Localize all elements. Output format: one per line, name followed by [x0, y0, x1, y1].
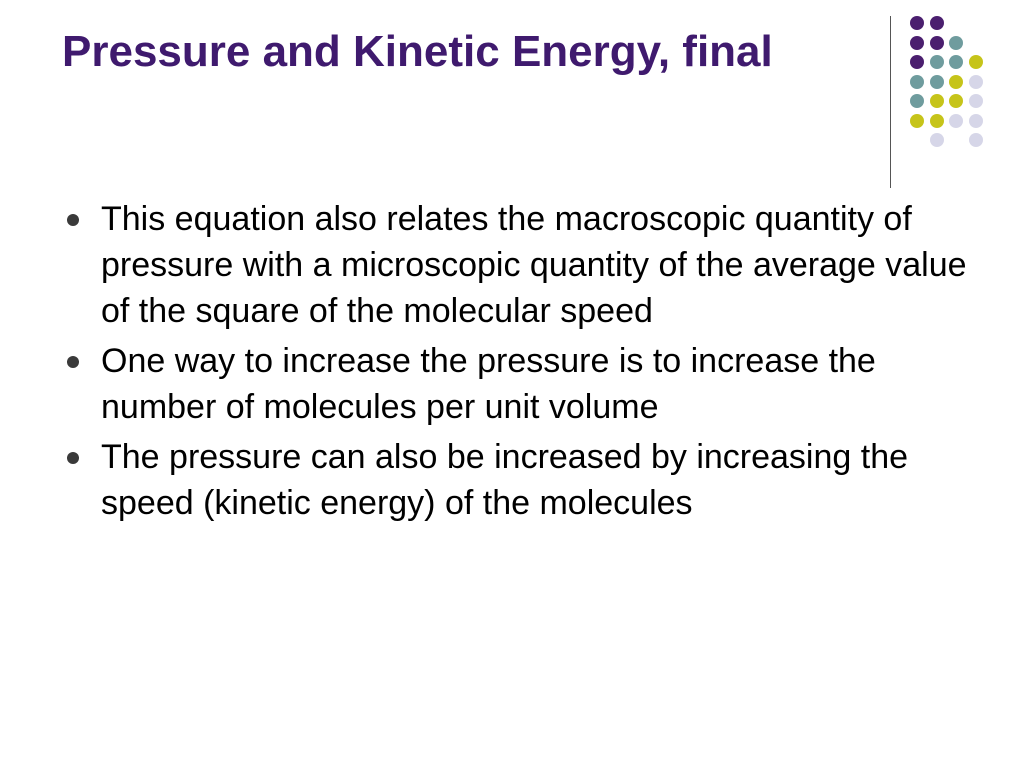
decorative-dot-icon — [910, 94, 924, 108]
decorative-dot-icon — [969, 133, 983, 147]
decorative-dot-icon — [930, 16, 944, 30]
decorative-dot-grid — [0, 0, 1024, 200]
decorative-dot-icon — [930, 75, 944, 89]
decorative-dot-icon — [949, 55, 963, 69]
bullet-text: This equation also relates the macroscopic quantity of pressure with a microscopic quantity of the average value of the square of the molecular speed — [101, 200, 967, 330]
decorative-dot-icon — [910, 75, 924, 89]
bullet-icon — [67, 214, 79, 226]
bullet-text: The pressure can also be increased by increasing the speed (kinetic energy) of the molecules — [101, 438, 909, 522]
bullet-icon — [67, 452, 79, 464]
decorative-dot-icon — [949, 94, 963, 108]
bullet-item — [62, 196, 982, 334]
bullet-text: One way to increase the pressure is to increase the number of molecules per unit volume — [101, 342, 876, 426]
bullet-list — [62, 196, 982, 530]
decorative-dot-icon — [910, 55, 924, 69]
decorative-dot-icon — [930, 36, 944, 50]
decorative-dot-icon — [969, 94, 983, 108]
decorative-dot-icon — [969, 75, 983, 89]
decorative-dot-icon — [930, 55, 944, 69]
decorative-dot-icon — [930, 133, 944, 147]
decorative-dot-icon — [930, 114, 944, 128]
decorative-dot-icon — [910, 16, 924, 30]
bullet-item — [62, 338, 982, 430]
decorative-dot-icon — [910, 36, 924, 50]
decorative-dot-icon — [949, 36, 963, 50]
decorative-dot-icon — [969, 114, 983, 128]
bullet-icon — [67, 356, 79, 368]
decorative-dot-icon — [949, 75, 963, 89]
decorative-dot-icon — [930, 94, 944, 108]
decorative-dot-icon — [910, 114, 924, 128]
slide-title: Pressure and Kinetic Energy, final — [62, 27, 773, 76]
decorative-dot-icon — [969, 55, 983, 69]
decorative-dot-icon — [949, 114, 963, 128]
bullet-item — [62, 434, 982, 526]
